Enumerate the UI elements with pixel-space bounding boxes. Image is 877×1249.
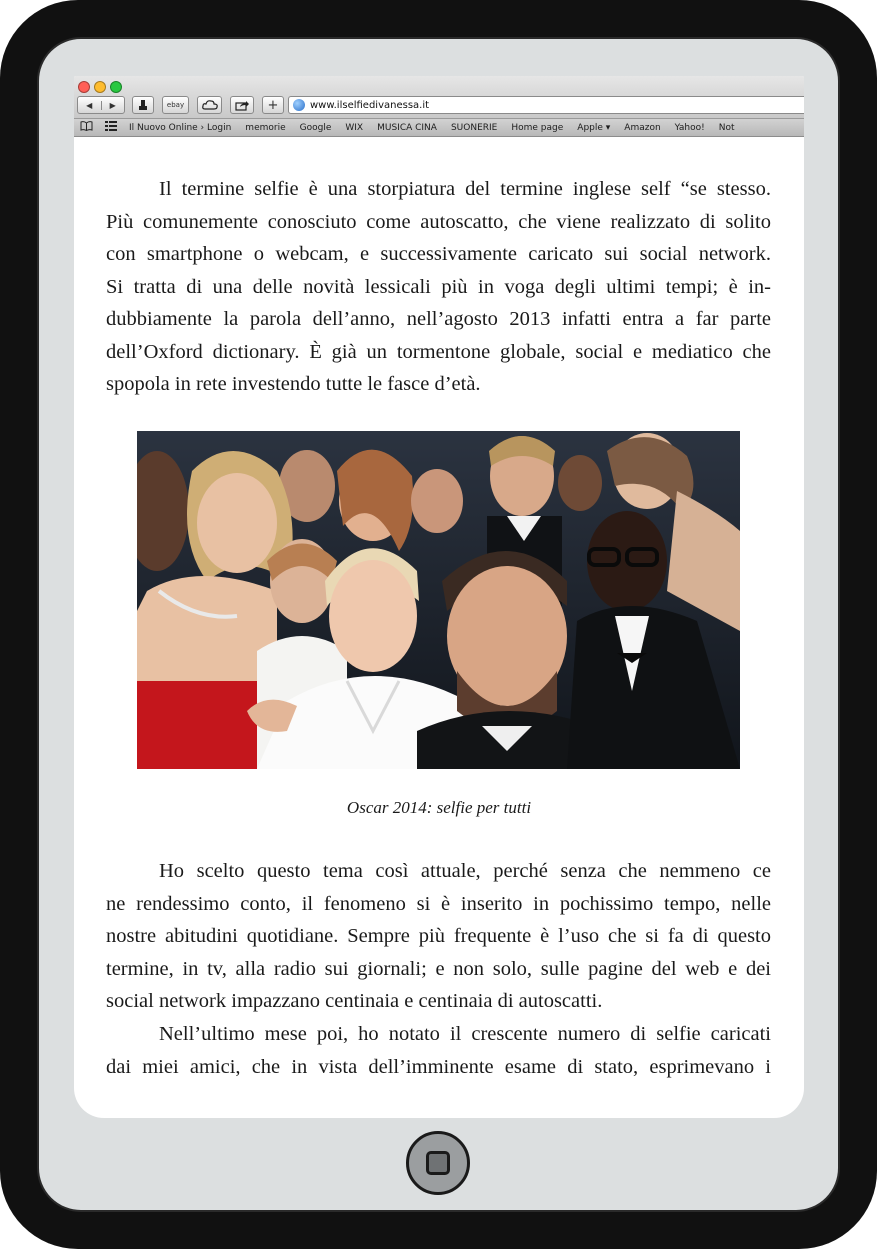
image-caption: Oscar 2014: selfie per tutti [346, 798, 532, 817]
grid-icon[interactable] [105, 121, 117, 134]
text-line: nostre abitudini quotidiane. Sempre più frequente è l’uso che si fa di questo [106, 925, 771, 947]
text-line: Ho scelto questo tema così attuale, perché senza che nemmeno ce [159, 860, 771, 882]
cloud-icon[interactable] [197, 96, 222, 114]
share-icon[interactable] [230, 96, 254, 114]
article-paragraph-2 [106, 855, 771, 1018]
text-line: dai miei amici, che in vista dell’imminente esame di stato, esprimevano i [106, 1055, 771, 1078]
globe-icon [293, 99, 305, 111]
ebay-label: ebay [166, 101, 185, 109]
open-book-icon[interactable] [80, 121, 93, 134]
text-line: Nell’ultimo mese poi, ho notato il crescente numero di selfie caricati [159, 1023, 771, 1045]
bookmark-item[interactable]: Il Nuovo Online › Login [129, 122, 232, 133]
text-line: spopola in rete investendo tutte le fasce d’età. [106, 373, 481, 395]
bookmark-item[interactable]: Amazon [624, 122, 661, 133]
text-line: Il termine selfie è una storpiatura del termine inglese self “se stesso. [159, 178, 771, 200]
bookmarks-bar [74, 119, 804, 137]
bookmark-item[interactable]: Apple ▾ [577, 122, 611, 133]
article-paragraph-1 [106, 173, 771, 401]
text-line: con smartphone o webcam, e successivamente caricato sui social network. [106, 243, 771, 265]
text-line: ne rendessimo conto, il fenomeno si è inserito in pochissimo tempo, nelle [106, 892, 771, 915]
add-tab-button[interactable] [262, 96, 284, 114]
article-paragraph-3 [106, 1018, 771, 1083]
text-line: dubbiamente la parola dell’anno, nell’agosto 2013 infatti entra a far parte [106, 308, 771, 330]
browser-toolbar [74, 76, 804, 119]
text-line: Si tratta di una delle novità lessicali più in voga degli ultimi tempi; è in- [106, 275, 771, 298]
ebay-button[interactable] [162, 96, 189, 114]
close-window-icon[interactable] [78, 81, 90, 93]
back-forward-buttons [77, 96, 125, 114]
minimize-window-icon[interactable] [94, 81, 106, 93]
bookmark-item[interactable]: Home page [511, 122, 564, 133]
text-line: Più comunemente conosciuto come autoscatto, che viene realizzato di solito [106, 210, 771, 233]
text-line: social network impazzano centinaia e centinaia di autoscatti. [106, 990, 603, 1012]
bookmark-item[interactable]: MUSICA CINA [377, 122, 437, 133]
photo-illustration [137, 431, 740, 769]
bookmark-item[interactable]: WIX [345, 122, 364, 133]
oscar-selfie-photo [137, 431, 740, 769]
text-line: termine, in tv, alla radio sui giornali; e non solo, sulle pagine del web e dei [106, 957, 771, 980]
bookmark-item[interactable]: memorie [245, 122, 286, 133]
text-line: dell’Oxford dictionary. È già un tormentone globale, social e mediatico che [106, 340, 771, 363]
address-bar[interactable] [288, 96, 804, 114]
bookmark-item[interactable]: Yahoo! [674, 122, 705, 133]
zoom-window-icon[interactable] [110, 81, 122, 93]
bookmark-item[interactable]: Not [718, 122, 735, 133]
home-square-icon [426, 1151, 450, 1175]
back-arrow-icon[interactable]: ◀ [86, 100, 93, 110]
bookmark-item[interactable]: Google [299, 122, 332, 133]
plus-icon: + [267, 97, 279, 113]
bookmark-stamp-icon[interactable] [132, 96, 154, 114]
home-button[interactable] [406, 1131, 470, 1195]
url-text: www.ilselfiedivanessa.it [310, 99, 430, 111]
bookmark-item[interactable]: SUONERIE [450, 122, 498, 133]
forward-arrow-icon[interactable]: ▶ [101, 101, 125, 110]
browser-screen [74, 76, 804, 1118]
